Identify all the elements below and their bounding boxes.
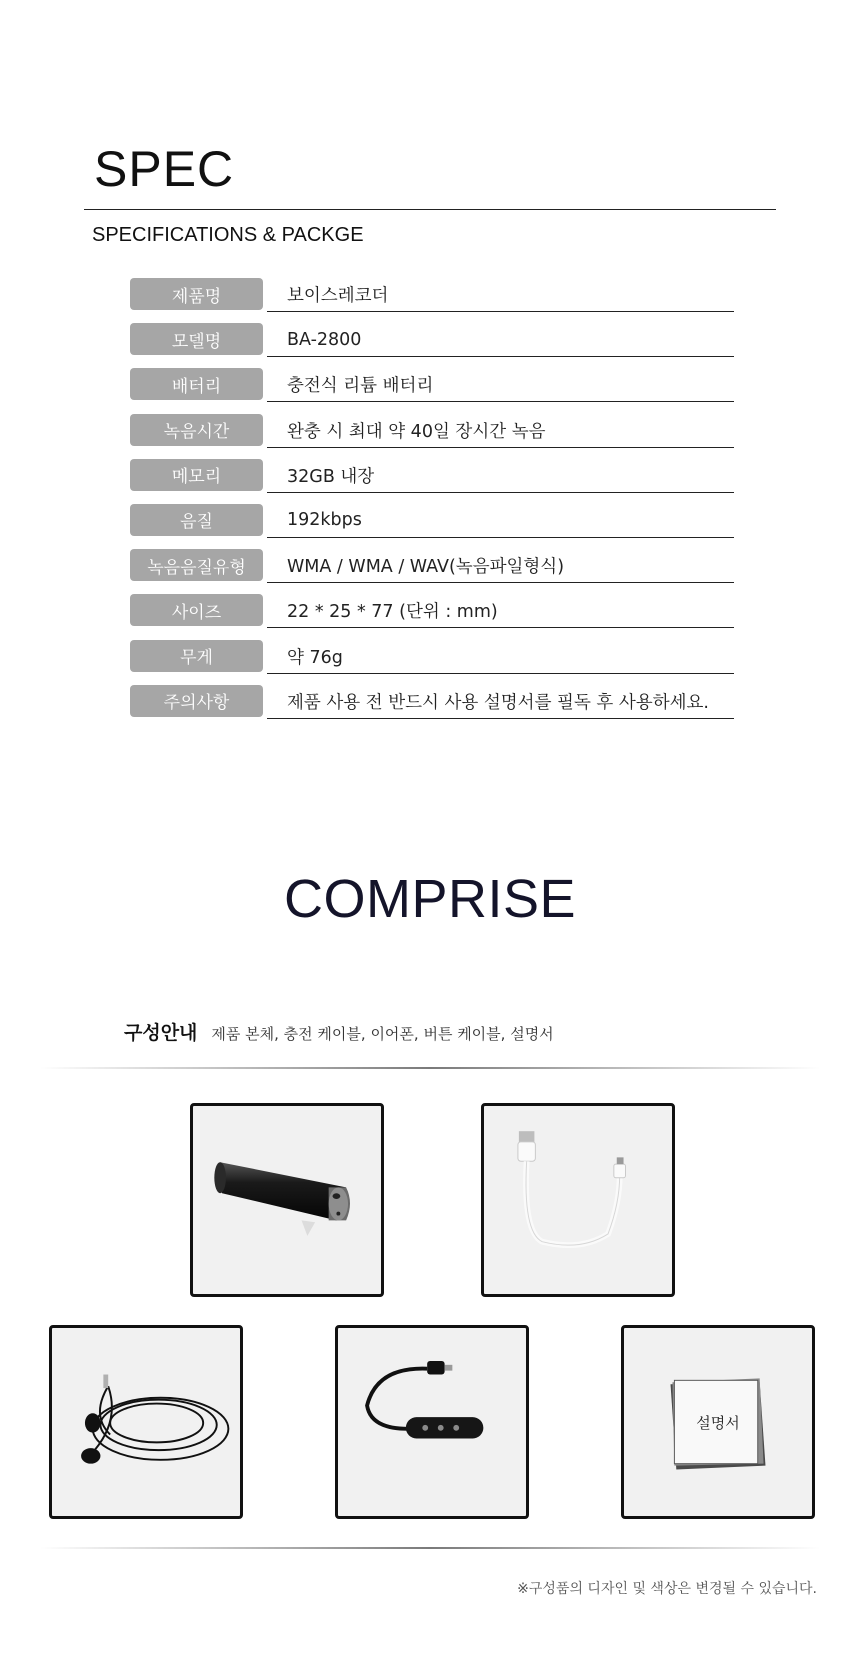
spec-row	[130, 504, 734, 549]
spec-value: 충전식 리튬 배터리	[267, 368, 734, 402]
product-image-manual	[621, 1325, 815, 1519]
package-text: 제품 본체, 충전 케이블, 이어폰, 버튼 케이블, 설명서	[211, 1025, 554, 1043]
spec-table	[130, 278, 734, 730]
product-image-earphones	[49, 1325, 243, 1519]
spec-label: 음질	[130, 504, 263, 536]
comprise-title: COMPRISE	[283, 869, 577, 929]
package-label: 구성안내	[124, 1022, 198, 1044]
spec-divider	[84, 209, 776, 210]
spec-row	[130, 549, 734, 594]
spec-row	[130, 278, 734, 323]
spec-value: 22 * 25 * 77 (단위 : mm)	[267, 594, 734, 628]
spec-value: 보이스레코더	[267, 278, 734, 312]
recorder-image	[193, 1106, 381, 1294]
spec-row	[130, 459, 734, 504]
spec-row	[130, 323, 734, 368]
spec-row	[130, 368, 734, 413]
manual-image	[624, 1328, 812, 1516]
spec-value: 192kbps	[267, 504, 734, 538]
spec-label: 제품명	[130, 278, 263, 310]
spec-title: SPEC	[94, 141, 235, 197]
product-image-button-cable	[335, 1325, 529, 1519]
spec-label: 녹음시간	[130, 414, 263, 446]
spec-value: BA-2800	[267, 323, 734, 357]
spec-label: 배터리	[130, 368, 263, 400]
spec-value: WMA / WMA / WAV(녹음파일형식)	[267, 549, 734, 583]
package-contents	[124, 1018, 554, 1045]
spec-label: 녹음음질유형	[130, 549, 263, 581]
spec-row	[130, 594, 734, 639]
spec-value: 32GB 내장	[267, 459, 734, 493]
spec-label: 무게	[130, 640, 263, 672]
spec-subtitle: SPECIFICATIONS & PACKGE	[92, 224, 364, 246]
divider-top	[40, 1067, 820, 1069]
spec-label: 주의사항	[130, 685, 263, 717]
footnote: ※구성품의 디자인 및 색상은 변경될 수 있습니다.	[517, 1581, 817, 1597]
spec-value: 제품 사용 전 반드시 사용 설명서를 필독 후 사용하세요.	[267, 685, 734, 719]
earphones-image	[52, 1328, 240, 1516]
spec-row	[130, 685, 734, 730]
divider-bottom	[40, 1547, 820, 1549]
spec-label: 사이즈	[130, 594, 263, 626]
spec-row	[130, 414, 734, 459]
product-image-charging-cable	[481, 1103, 675, 1297]
spec-value: 완충 시 최대 약 40일 장시간 녹음	[267, 414, 734, 448]
spec-label: 모델명	[130, 323, 263, 355]
spec-value: 약 76g	[267, 640, 734, 674]
button-cable-image	[338, 1328, 526, 1516]
cable-image	[484, 1106, 672, 1294]
spec-row	[130, 640, 734, 685]
spec-label: 메모리	[130, 459, 263, 491]
manual-label: 설명서	[696, 1413, 740, 1432]
product-image-recorder	[190, 1103, 384, 1297]
